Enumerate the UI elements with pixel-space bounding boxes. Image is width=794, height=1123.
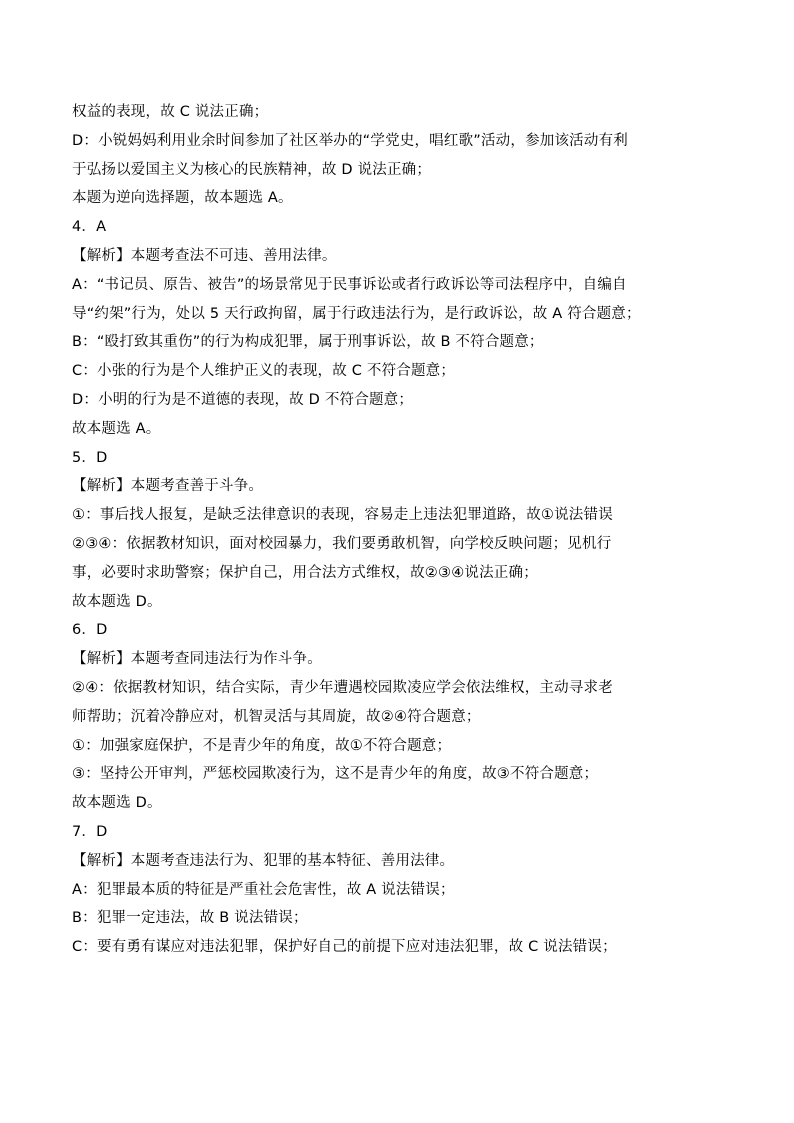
text-line: 于弘扬以爱国主义为核心的民族精神，故 D 说法正确； <box>72 161 432 178</box>
text-line: D：小锐妈妈利用业余时间参加了社区举办的“学党史，唱红歌”活动，参加该活动有利 <box>72 132 628 149</box>
text-line: 本题为逆向选择题，故本题选 A。 <box>72 190 293 207</box>
text-line: 权益的表现，故 C 说法正确； <box>72 104 269 120</box>
text-line: A：犯罪最本质的特征是严重社会危害性，故 A 说法错误； <box>72 881 455 898</box>
text-line: ②③④：依据教材知识，面对校园暴力，我们要勇敢机智，向学校反映问题；见机行 <box>72 535 612 552</box>
question-number: 4．A <box>72 219 107 236</box>
text-line: A：“书记员、原告、被告”的场景常见于民事诉讼或者行政诉讼等司法程序中，自编自 <box>72 276 627 293</box>
text-line: 故本题选 A。 <box>72 420 161 437</box>
analysis-heading: 【解析】本题考查善于斗争。 <box>72 478 264 495</box>
text-line: ①：加强家庭保护，不是青少年的角度，故①不符合题意； <box>72 737 452 754</box>
analysis-heading: 【解析】本题考查同违法行为作斗争。 <box>72 651 322 668</box>
text-line: 故本题选 D。 <box>72 795 162 812</box>
text-line: ③：坚持公开审判，严惩校园欺凌行为，这不是青少年的角度，故③不符合题意； <box>72 766 599 783</box>
text-line: 故本题选 D。 <box>72 593 162 610</box>
text-line: B：犯罪一定违法，故 B 说法错误； <box>72 910 308 927</box>
question-number: 6．D <box>72 622 108 639</box>
text-line: 导“约架”行为，处以 5 天行政拘留，属于行政违法行为，是行政诉讼，故 A 符合题意； <box>72 305 641 322</box>
text-line: 师帮助；沉着冷静应对，机智灵活与其周旋，故②④符合题意； <box>72 708 481 725</box>
text-line: ②④：依据教材知识，结合实际，青少年遭遇校园欺凌应学会依法维权，主动寻求老 <box>72 679 613 696</box>
text-line: C：小张的行为是个人维护正义的表现，故 C 不符合题意； <box>72 363 456 380</box>
analysis-heading: 【解析】本题考查违法行为、犯罪的基本特征、善用法律。 <box>72 852 455 869</box>
text-line: ①：事后找人报复，是缺乏法律意识的表现，容易走上违法犯罪道路，故①说法错误 <box>72 507 613 524</box>
question-number: 5．D <box>72 449 108 466</box>
analysis-heading: 【解析】本题考查法不可违、善用法律。 <box>72 247 337 264</box>
text-line: B：“殴打致其重伤”的行为构成犯罪，属于刑事诉讼，故 B 不符合题意； <box>72 334 544 351</box>
text-line: D：小明的行为是不道德的表现，故 D 不符合题意； <box>72 391 414 408</box>
answer-explanations <box>72 98 732 962</box>
question-number: 7．D <box>72 823 108 840</box>
text-line: C：要有勇有谋应对违法犯罪，保护好自己的前提下应对违法犯罪，故 C 说法错误； <box>72 939 617 956</box>
text-line: 事，必要时求助警察；保护自己，用合法方式维权，故②③④说法正确； <box>72 564 538 581</box>
